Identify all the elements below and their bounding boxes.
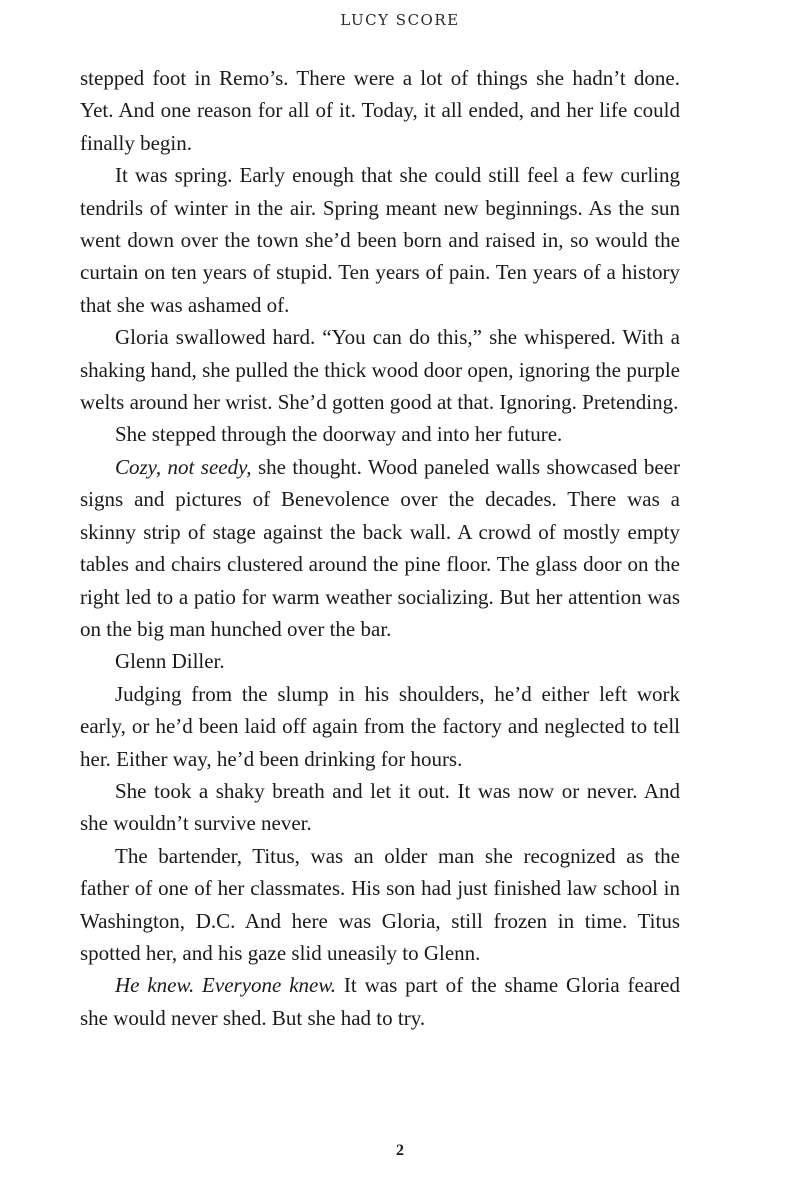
paragraph: She stepped through the doorway and into her future. — [115, 422, 563, 447]
paragraph — [80, 451, 680, 645]
paragraph: The bartender, Titus, was an older man she recognized as the father of one of her classmates. His son had just finished law school in Washington, D.C. And here was Gloria, still frozen in time. Titus spotted her, and his gaze slid uneasily to Glenn. — [80, 843, 680, 965]
paragraph: stepped foot in Remo’s. There were a lot of things she hadn’t done. Yet. And one reason for all of it. Today, it all ended, and her life could finally begin. — [80, 66, 680, 155]
paragraph-text: she thought. Wood paneled walls showcased beer signs and pictures of Benevolence over the decades. There was a skinny strip of stage against the back wall. A crowd of mostly empty tables and chairs clustered around the pine floor. The glass door on the right led to a patio for warm weather socializing. But her attention was on the big man hunched over the bar. — [80, 454, 680, 641]
paragraph: Glenn Diller. — [115, 649, 225, 674]
paragraph: It was spring. Early enough that she could still feel a few curling tendrils of winter in the air. Spring meant new beginnings. As the sun went down over the town she’d been born and raised in, so would the curtain on ten years of stupid. Ten years of pain. Ten years of a history that she was ashamed of. — [80, 163, 680, 317]
paragraph: Judging from the slump in his shoulders, he’d either left work early, or he’d been laid off again from the factory and neglected to tell her. Either way, he’d been drinking for hours. — [80, 681, 680, 771]
italic-thought: He knew. Everyone knew. — [115, 973, 337, 998]
running-head: LUCY SCORE — [340, 11, 460, 29]
paragraph: Gloria swallowed hard. “You can do this,” she whispered. With a shaking hand, she pulled the thick wood door open, ignoring the purple welts around her wrist. She’d gotten good at that. Ignoring. Pretending. — [80, 325, 680, 415]
body-text — [80, 62, 680, 1034]
paragraph-text: It was part of the shame Gloria feared she would never shed. But she had to try. — [80, 973, 680, 1030]
page-number: 2 — [396, 1142, 404, 1159]
italic-thought: Cozy, not seedy, — [115, 454, 252, 479]
paragraph — [80, 969, 680, 1034]
paragraph: She took a shaky breath and let it out. It was now or never. And she wouldn’t survive never. — [80, 778, 680, 836]
